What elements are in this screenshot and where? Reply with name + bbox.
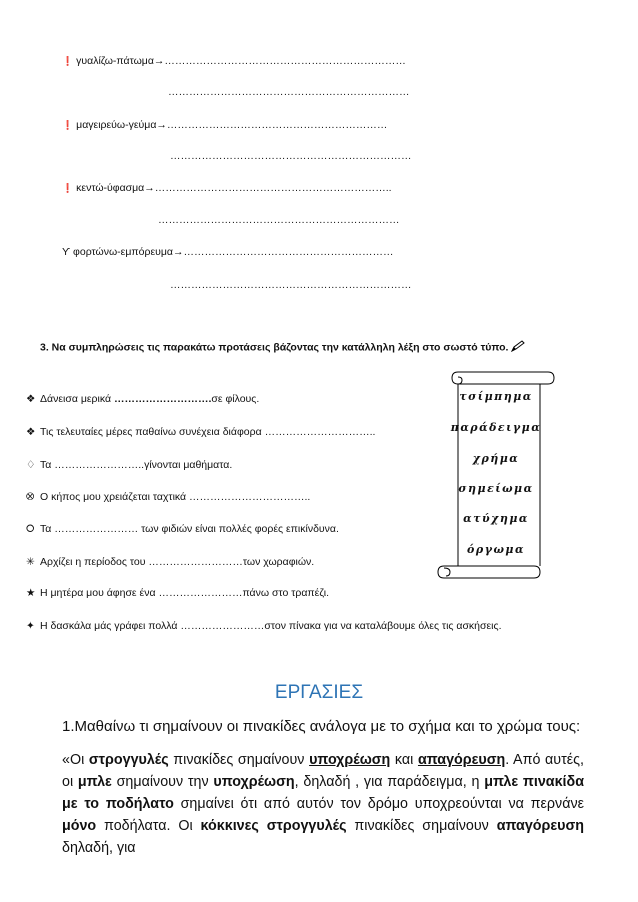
answer-blank[interactable]: ……………………………………………………… xyxy=(166,119,388,131)
answer-blank-line[interactable]: …………………………………………………………… xyxy=(170,279,412,291)
word-bank-item: τσίμπημα xyxy=(459,390,533,403)
task-1-paragraph: «Οι στρογγυλές πινακίδες σημαίνουν υποχρέωση και απαγόρευση. Από αυτές, οι μπλε σημαίνουν την υποχρέωση, δηλαδή , για παράδειγμα, η μπλε πινακίδα με το ποδήλατο σημαίνει ότι από αυτόν τον δρόμο υποχρεούνται να περνάνε μόνο ποδήλατα. Οι κόκκινες στρογγυλές πινακίδες σημαίνουν απαγόρευση δηλαδή, για xyxy=(62,752,584,856)
answer-blank[interactable]: ………………………………………………………….. xyxy=(154,182,392,194)
answer-blank[interactable]: …………………… xyxy=(158,587,243,599)
sentence-text: Τα xyxy=(40,459,55,471)
answer-blank[interactable]: ………………………. xyxy=(113,393,212,405)
answer-blank[interactable]: …………………………….. xyxy=(189,491,311,503)
word-pair-3 xyxy=(62,182,392,194)
sentence-3 xyxy=(26,459,232,471)
exclamation-icon: ❗ xyxy=(62,56,74,66)
answer-blank-line[interactable]: …………………………………………………………… xyxy=(170,150,412,162)
word-pair-text: μαγειρεύω-γεύμα→ xyxy=(76,119,167,131)
diamond-icon: ❖ xyxy=(26,426,36,438)
word-bank-scroll xyxy=(436,368,556,580)
exclamation-icon: ❗ xyxy=(62,120,74,130)
answer-blank[interactable]: …………………………………………………… xyxy=(183,246,394,258)
word-pair-text: κεντώ-ύφασμα→ xyxy=(76,182,155,194)
sentence-4 xyxy=(26,491,310,504)
section-title: ΕΡΓΑΣΙΕΣ xyxy=(274,682,364,703)
four-point-star-icon: ✦ xyxy=(26,620,35,632)
word-pair-1 xyxy=(62,55,406,67)
word-pair-2 xyxy=(62,119,387,131)
answer-blank[interactable]: ………………………….. xyxy=(264,426,376,438)
diamond-dotted-icon: ⭙ xyxy=(26,491,35,503)
sentence-1 xyxy=(26,393,259,405)
answer-blank[interactable]: …………………………………………………………… xyxy=(164,55,406,67)
word-bank-item: σημείωμα xyxy=(458,482,534,495)
sentence-text: Τις τελευταίες μέρες παθαίνω συνέχεια διάφορα xyxy=(40,426,265,438)
exclamation-icon: ❗ xyxy=(62,183,74,193)
sentence-text: Η μητέρα μου άφησε ένα xyxy=(40,587,159,599)
exercise-3-text: 3. Να συμπληρώσεις τις παρακάτω προτάσεις βάζοντας την κατάλληλη λέξη στο σωστό τύπο. xyxy=(40,341,509,354)
sentence-6 xyxy=(26,556,314,568)
sentence-text: των χωραφιών. xyxy=(242,556,315,568)
sentence-text: πάνω στο τραπέζι. xyxy=(242,587,330,599)
answer-blank[interactable]: ……………………… xyxy=(148,556,243,568)
answer-blank[interactable]: …………………… xyxy=(180,620,265,632)
pencil-icon xyxy=(511,340,525,355)
word-bank-item: όργωμα xyxy=(467,543,525,556)
answer-blank-line[interactable]: …………………………………………………………… xyxy=(168,86,410,98)
diamond-icon: ❖ xyxy=(26,393,36,405)
ypsilon-icon: ϒ xyxy=(62,246,71,258)
sentence-text: στον πίνακα για να καταλάβουμε όλες τις ασκήσεις. xyxy=(264,620,502,632)
sentence-text: Τα xyxy=(40,523,55,535)
sentence-text: των φιδιών είναι πολλές φορές επικίνδυνα. xyxy=(138,523,339,535)
sentence-text: Δάνεισα μερικά xyxy=(40,393,114,405)
answer-blank[interactable]: …………………… xyxy=(54,523,139,535)
sentence-text: Η δασκάλα μάς γράφει πολλά xyxy=(40,620,181,632)
exercise-3-heading xyxy=(40,340,525,355)
sentence-text: Ο κήπος μου χρειάζεται ταχτικά xyxy=(40,491,190,503)
diamond-outline-icon: ♢ xyxy=(26,459,36,471)
answer-blank-line[interactable]: …………………………………………………………… xyxy=(158,214,400,226)
task-1-heading: 1.Μαθαίνω τι σημαίνουν οι πινακίδες ανάλογα με το σχήμα και το χρώμα τους: xyxy=(62,718,581,735)
star-icon: ★ xyxy=(26,587,36,599)
asterisk-icon: ✳ xyxy=(26,556,35,568)
word-bank-item: χρήμα xyxy=(472,452,520,465)
sentence-5 xyxy=(26,523,339,536)
sentence-text: Αρχίζει η περίοδος του xyxy=(40,556,149,568)
answer-blank[interactable]: …………………….. xyxy=(54,459,145,471)
sentence-8 xyxy=(26,620,502,632)
sentence-text: γίνονται μαθήματα. xyxy=(144,459,233,471)
word-bank-item: παράδειγμα xyxy=(450,421,542,434)
word-bank-item: ατύχημα xyxy=(463,512,529,525)
word-pair-4 xyxy=(62,246,394,258)
word-pair-text: γυαλίζω-πάτωμα→ xyxy=(76,55,165,67)
diamond-striped-icon: ⭘ xyxy=(26,523,35,535)
sentence-7 xyxy=(26,587,329,599)
sentence-2 xyxy=(26,426,375,438)
sentence-text: σε φίλους. xyxy=(211,393,260,405)
word-pair-text: φορτώνω-εμπόρευμα→ xyxy=(73,246,184,258)
